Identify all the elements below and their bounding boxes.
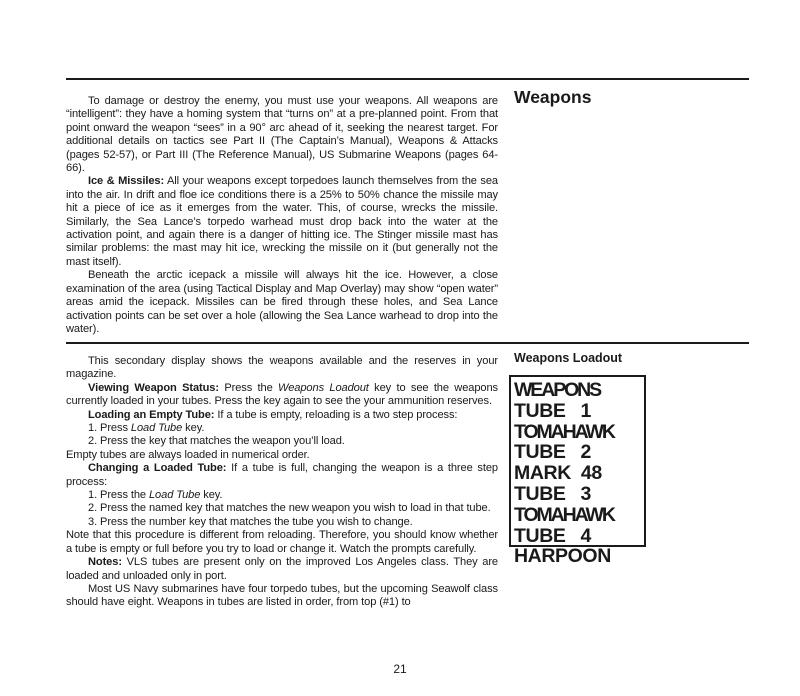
- notes-title: Notes:: [88, 556, 122, 569]
- changing-step-3: 3. Press the number key that matches the tube you wish to change.: [88, 515, 413, 528]
- weapons-body: [66, 95, 498, 336]
- changing-note: Note that this procedure is different from reloading. Therefore, you should know whether a tube is empty or full before you try to load or change it. Watch the prompts carefully.: [66, 529, 498, 555]
- loadout-intro-paragraph: This secondary display shows the weapons available and the reserves in your magazine.: [66, 355, 498, 381]
- ice-missiles-paragraph: [66, 175, 498, 269]
- icepack-paragraph: Beneath the arctic icepack a missile will always hit the ice. However, a close examination of the area (using Tactical Display and Map Overlay) may show “open water” areas amid the icepack. Missiles can be fired through these holes, and Sea Lance activation points can be set over a hole (allowing the Sea Lance warhead to drop into the water).: [66, 269, 498, 335]
- empty-tube-paragraph: [66, 409, 498, 422]
- section-rule-middle: [66, 342, 749, 344]
- screen-line-weapons: WEAPONS: [514, 379, 601, 401]
- page-number: 21: [393, 662, 407, 676]
- notes-text: VLS tubes are present only on the improved Los Angeles class. They are loaded and unloaded only in port.: [66, 556, 498, 582]
- viewing-status-paragraph: [66, 382, 498, 409]
- notes-paragraph: [66, 556, 498, 583]
- screen-line-tube-1: TUBE 1: [514, 399, 591, 422]
- empty-step-2: 2. Press the key that matches the weapon you’ll load.: [88, 435, 345, 448]
- weapons-loadout-key: Weapons Loadout: [278, 381, 369, 394]
- empty-step-1-post: key.: [182, 422, 205, 435]
- viewing-status-post: key to see the weapons currently loaded in your tubes. Press the key again to see the your ammunition reserves.: [66, 381, 499, 408]
- section-rule-top: [66, 78, 749, 80]
- loadout-body: [66, 355, 498, 610]
- screen-line-harpoon: HARPOON: [514, 545, 611, 568]
- changing-tube-text: If a tube is full, changing the weapon is a three step process:: [66, 462, 498, 488]
- screen-line-tomahawk-2: TOMAHAWK: [514, 503, 614, 526]
- changing-step-1: [66, 489, 498, 502]
- weapons-loadout-screen: [509, 375, 646, 568]
- screen-line-tube-4: TUBE 4: [514, 524, 591, 547]
- ice-missiles-title: Ice & Missiles:: [88, 175, 165, 188]
- empty-step-1: [66, 422, 498, 435]
- empty-tube-text: If a tube is empty, reloading is a two step process:: [214, 408, 458, 421]
- screen-line-tube-2: TUBE 2: [514, 441, 591, 464]
- viewing-status-title: Viewing Weapon Status:: [88, 381, 219, 394]
- empty-note: Empty tubes are always loaded in numerical order.: [66, 448, 310, 461]
- changing-step-2: 2. Press the named key that matches the new weapon you wish to load in that tube.: [88, 502, 491, 515]
- changing-tube-paragraph: [66, 462, 498, 489]
- final-paragraph: Most US Navy submarines have four torpedo tubes, but the upcoming Seawolf class should have eight. Weapons in tubes are listed in order, from top (#1) to: [66, 582, 498, 609]
- load-tube-key-2: Load Tube: [148, 489, 201, 502]
- weapons-heading: Weapons: [514, 87, 592, 107]
- changing-step-1-pre: 1. Press the: [88, 489, 149, 502]
- changing-tube-title: Changing a Loaded Tube:: [88, 462, 227, 475]
- changing-step-1-post: key.: [200, 489, 223, 502]
- screen-line-tomahawk-1: TOMAHAWK: [514, 420, 614, 443]
- viewing-status-pre: Press the: [218, 381, 279, 394]
- load-tube-key: Load Tube: [130, 422, 183, 435]
- loadout-heading: Weapons Loadout: [514, 351, 623, 365]
- empty-tube-title: Loading an Empty Tube:: [88, 408, 215, 421]
- ice-missiles-text: All your weapons except torpedoes launch themselves from the sea into the air. In drift and floe ice conditions there is a 25% to 50% chance the missile may hit a piece of ice as it emerges from the water. This, of course, wrecks the missile. Similarly, the Sea Lance’s torpedo warhead must drop back into the water at the activation point, and again there is a danger of hitting ice. The Stinger missile mast has similar problems: the mast may hit ice, wrecking the missile on it (but generally not the mast itself).: [66, 175, 498, 268]
- empty-step-1-pre: 1. Press: [88, 422, 131, 435]
- screen-line-tube-3: TUBE 3: [514, 482, 591, 505]
- screen-line-mark-48: MARK 48: [514, 462, 602, 485]
- weapons-intro-paragraph: To damage or destroy the enemy, you must use your weapons. All weapons are “intelligent”: they have a homing system that “turns on” at a pre-planned point. From that point onward the weapon “sees” in a 90° arc ahead of it, seeking the nearest target. For additional details on tactics see Part II (The Captain’s Manual), Weapons & Attacks (pages 52-57), or Part III (The Reference Manual), US Submarine Weapons (pages 64-66).: [66, 95, 498, 175]
